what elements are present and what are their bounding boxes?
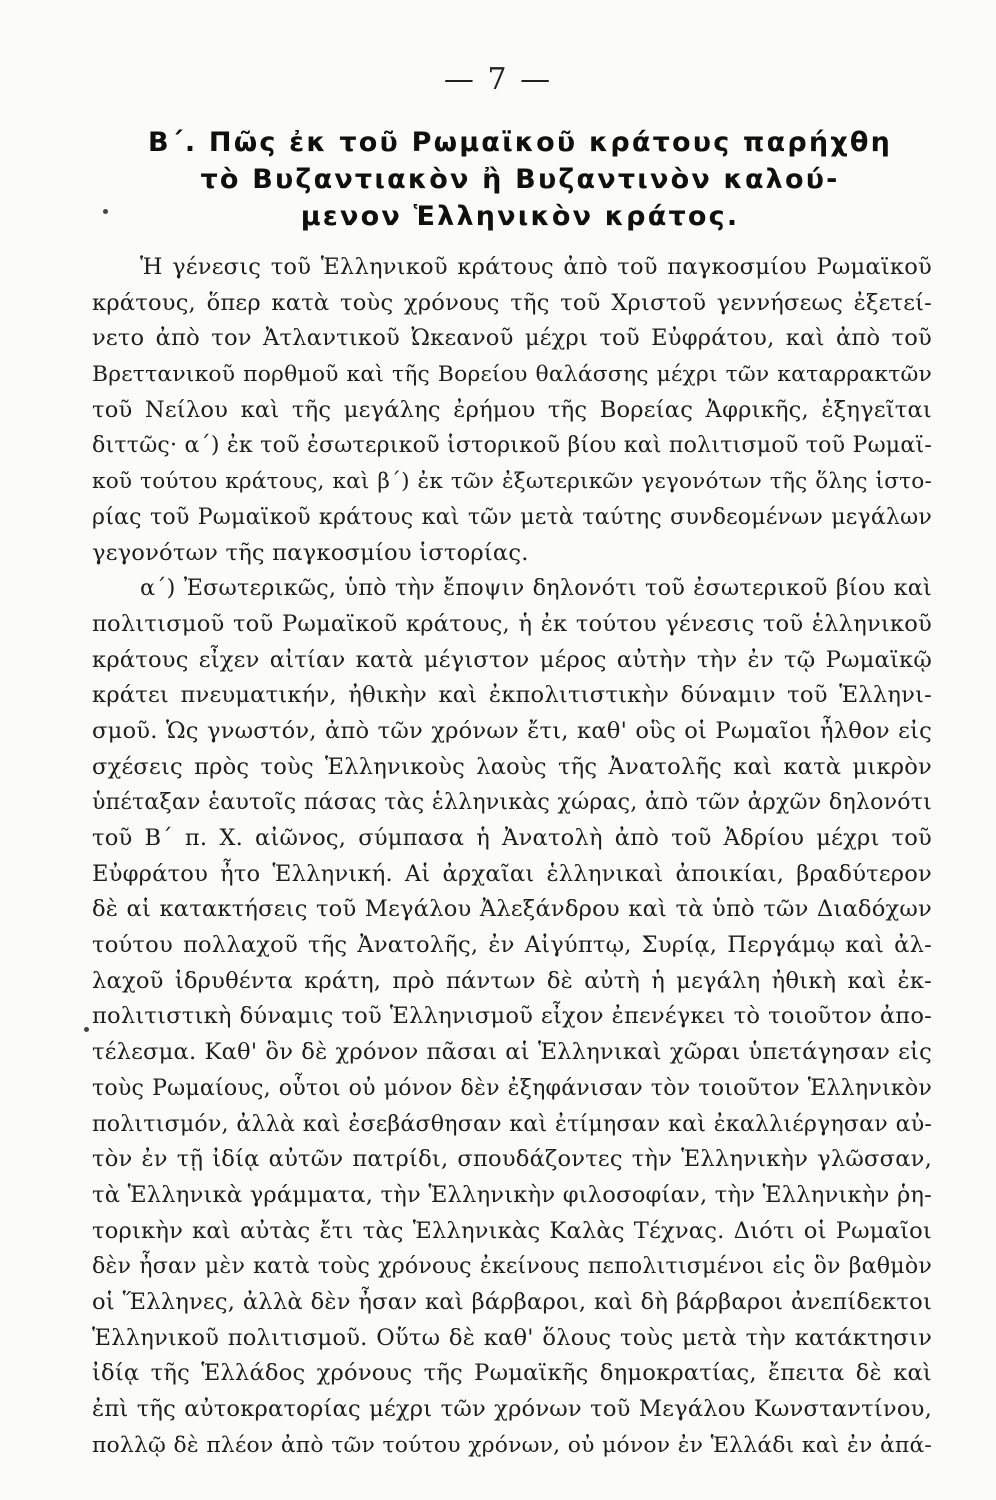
text-line: τοῦ Β΄ π. Χ. αἰῶνος, σύμπασα ἡ Ἀνατολὴ ἀπὸ τοῦ Ἀδρίου μέχρι τοῦ	[92, 825, 932, 851]
text-line: Βρεττανικοῦ πορθμοῦ καὶ τῆς Βορείου θαλάσσης μέχρι τῶν καταρρακτῶν	[92, 362, 932, 388]
text-line: πολιτιστικὴ δύναμις τοῦ Ἑλληνισμοῦ εἶχον ἐπενέγκει τὸ τοιοῦτον ἀπο-	[92, 1003, 932, 1030]
text-line: διττῶς· α΄) ἐκ τοῦ ἐσωτερικοῦ ἱστορικοῦ βίου καὶ πολιτισμοῦ τοῦ Ρωμαϊ-	[92, 432, 932, 459]
text-line: κράτει πνευματικήν, ἠθικὴν καὶ ἐκπολιτιστικὴν δύναμιν τοῦ Ἑλληνι-	[92, 682, 932, 709]
text-line: Ἡ γένεσις τοῦ Ἑλληνικοῦ κράτους ἀπὸ τοῦ παγκοσμίου Ρωμαϊκοῦ	[140, 254, 932, 280]
text-line: κοῦ τούτου κράτους, καὶ β΄) ἐκ τῶν ἐξωτερικῶν γεγονότων τῆς ὅλης ἱστο-	[92, 469, 932, 495]
text-line: οἱ Ἕλληνες, ἀλλὰ δὲν ἦσαν καὶ βάρβαροι, καὶ δὴ βάρβαροι ἀνεπίδεκτοι	[92, 1288, 932, 1315]
text-line: τὸν ἐν τῇ ἰδίᾳ αὐτῶν πατρίδι, σπουδάζοντες τὴν Ἑλληνικὴν γλῶσσαν,	[92, 1146, 932, 1173]
text-line: κράτους, ὅπερ κατὰ τοὺς χρόνους τῆς τοῦ Χριστοῦ γεννήσεως ἐξετεί-	[92, 289, 932, 316]
text-line: τούτου πολλαχοῦ τῆς Ἀνατολῆς, ἐν Αἰγύπτῳ, Συρίᾳ, Περγάμῳ καὶ ἀλ-	[92, 932, 932, 959]
ink-speck	[84, 1027, 89, 1032]
text-line: σμοῦ. Ὡς γνωστόν, ἀπὸ τῶν χρόνων ἔτι, καθ' οὓς οἱ Ρωμαῖοι ἦλθον εἰς	[92, 717, 932, 744]
section-heading	[110, 124, 930, 235]
text-line: νετο ἀπὸ τον Ἀτλαντικοῦ Ὠκεανοῦ μέχρι τοῦ Εὐφράτου, καὶ ἀπὸ τοῦ	[92, 325, 932, 352]
text-line: δὲν ἦσαν μὲν κατὰ τοὺς χρόνους ἐκείνους πεπολιτισμένοι εἰς ὃν βαθμὸν	[92, 1253, 932, 1280]
text-line: γεγονότων τῆς παγκοσμίου ἱστορίας.	[92, 539, 529, 566]
heading-line: τὸ Βυζαντιακὸν ἢ Βυζαντινὸν καλού-	[200, 164, 840, 195]
body-text	[92, 250, 932, 1499]
ink-speck	[103, 209, 108, 214]
text-line: τορικὴν καὶ αὐτὰς ἔτι τὰς Ἑλληνικὰς Καλὰς Τέχνας. Διότι οἱ Ρωμαῖοι	[92, 1217, 932, 1244]
text-line: λαχοῦ ἱδρυθέντα κράτη, πρὸ πάντων δὲ αὐτὴ ἡ μεγάλη ἠθικὴ καὶ ἐκ-	[92, 967, 932, 994]
text-line: ἰδίᾳ τῆς Ἑλλάδος χρόνους τῆς Ρωμαϊκῆς δημοκρατίας, ἔπειτα δὲ καὶ	[92, 1360, 932, 1387]
heading-line: Β΄. Πῶς ἐκ τοῦ Ρωμαϊκοῦ κράτους παρήχθη	[147, 127, 893, 158]
text-line: πολιτισμόν, ἀλλὰ καὶ ἐσεβάσθησαν καὶ ἐτίμησαν καὶ ἐκαλλιέργησαν αὐ-	[92, 1110, 932, 1137]
text-line: Εὐφράτου ἦτο Ἑλληνική. Αἱ ἀρχαῖαι ἑλληνικαὶ ἀποικίαι, βραδύτερον	[92, 860, 932, 887]
text-line: σχέσεις πρὸς τοὺς Ἑλληνικοὺς λαοὺς τῆς Ἀνατολῆς καὶ κατὰ μικρὸν	[92, 753, 932, 780]
text-line: τέλεσμα. Καθ' ὃν δὲ χρόνον πᾶσαι αἱ Ἑλληνικαὶ χῶραι ὑπετάγησαν εἰς	[92, 1039, 932, 1066]
text-line: τοὺς Ρωμαίους, οὗτοι οὐ μόνον δὲν ἐξηφάνισαν τὸν τοιοῦτον Ἑλληνικὸν	[92, 1074, 932, 1101]
text-line	[92, 1463, 932, 1499]
text-line: δὲ αἱ κατακτήσεις τοῦ Μεγάλου Ἀλεξάνδρου καὶ τὰ ὑπὸ τῶν Διαδόχων	[92, 896, 932, 923]
text-line: ρίας τοῦ Ρωμαϊκοῦ κράτους καὶ τῶν μετὰ ταύτης συνδεομένων μεγάλων	[92, 503, 932, 530]
heading-line: μενον Ἑλληνικὸν κράτος.	[300, 201, 740, 232]
text-line: τὰ Ἑλληνικὰ γράμματα, τὴν Ἑλληνικὴν φιλοσοφίαν, τὴν Ἑλληνικὴν ῥη-	[92, 1181, 932, 1208]
text-line: τοῦ Νείλου καὶ τῆς μεγάλης ἐρήμου τῆς Βορείας Ἀφρικῆς, ἐξηγεῖται	[92, 396, 932, 423]
text-line: πολλῷ δὲ πλέον ἀπὸ τῶν τούτου χρόνων, οὐ μόνον ἐν Ἑλλάδι καὶ ἐν ἀπά-	[92, 1432, 932, 1458]
text-line: ὑπέταξαν ἑαυτοῖς πάσας τὰς ἑλληνικὰς χώρας, ἀπὸ τῶν ἀρχῶν δηλονότι	[92, 789, 932, 816]
text-line: α΄) Ἐσωτερικῶς, ὑπὸ τὴν ἔποψιν δηλονότι τοῦ ἐσωτερικοῦ βίου καὶ	[140, 575, 932, 602]
text-line: ἐπὶ τῆς αὐτοκρατορίας μέχρι τῶν χρόνων τοῦ Μεγάλου Κωνσταντίνου,	[92, 1396, 932, 1422]
text-line: κράτους εἶχεν αἰτίαν κατὰ μέγιστον μέρος αὐτὴν τὴν ἐν τῷ Ρωμαϊκῷ	[92, 646, 932, 673]
text-line: πολιτισμοῦ τοῦ Ρωμαϊκοῦ κράτους, ἡ ἐκ τούτου γένεσις τοῦ ἑλληνικοῦ	[92, 610, 932, 637]
page-number: — 7 —	[443, 62, 553, 97]
text-line: Ἑλληνικοῦ πολιτισμοῦ. Οὕτω δὲ καθ' ὅλους τοὺς μετὰ τὴν κατάκτησιν	[92, 1324, 932, 1351]
